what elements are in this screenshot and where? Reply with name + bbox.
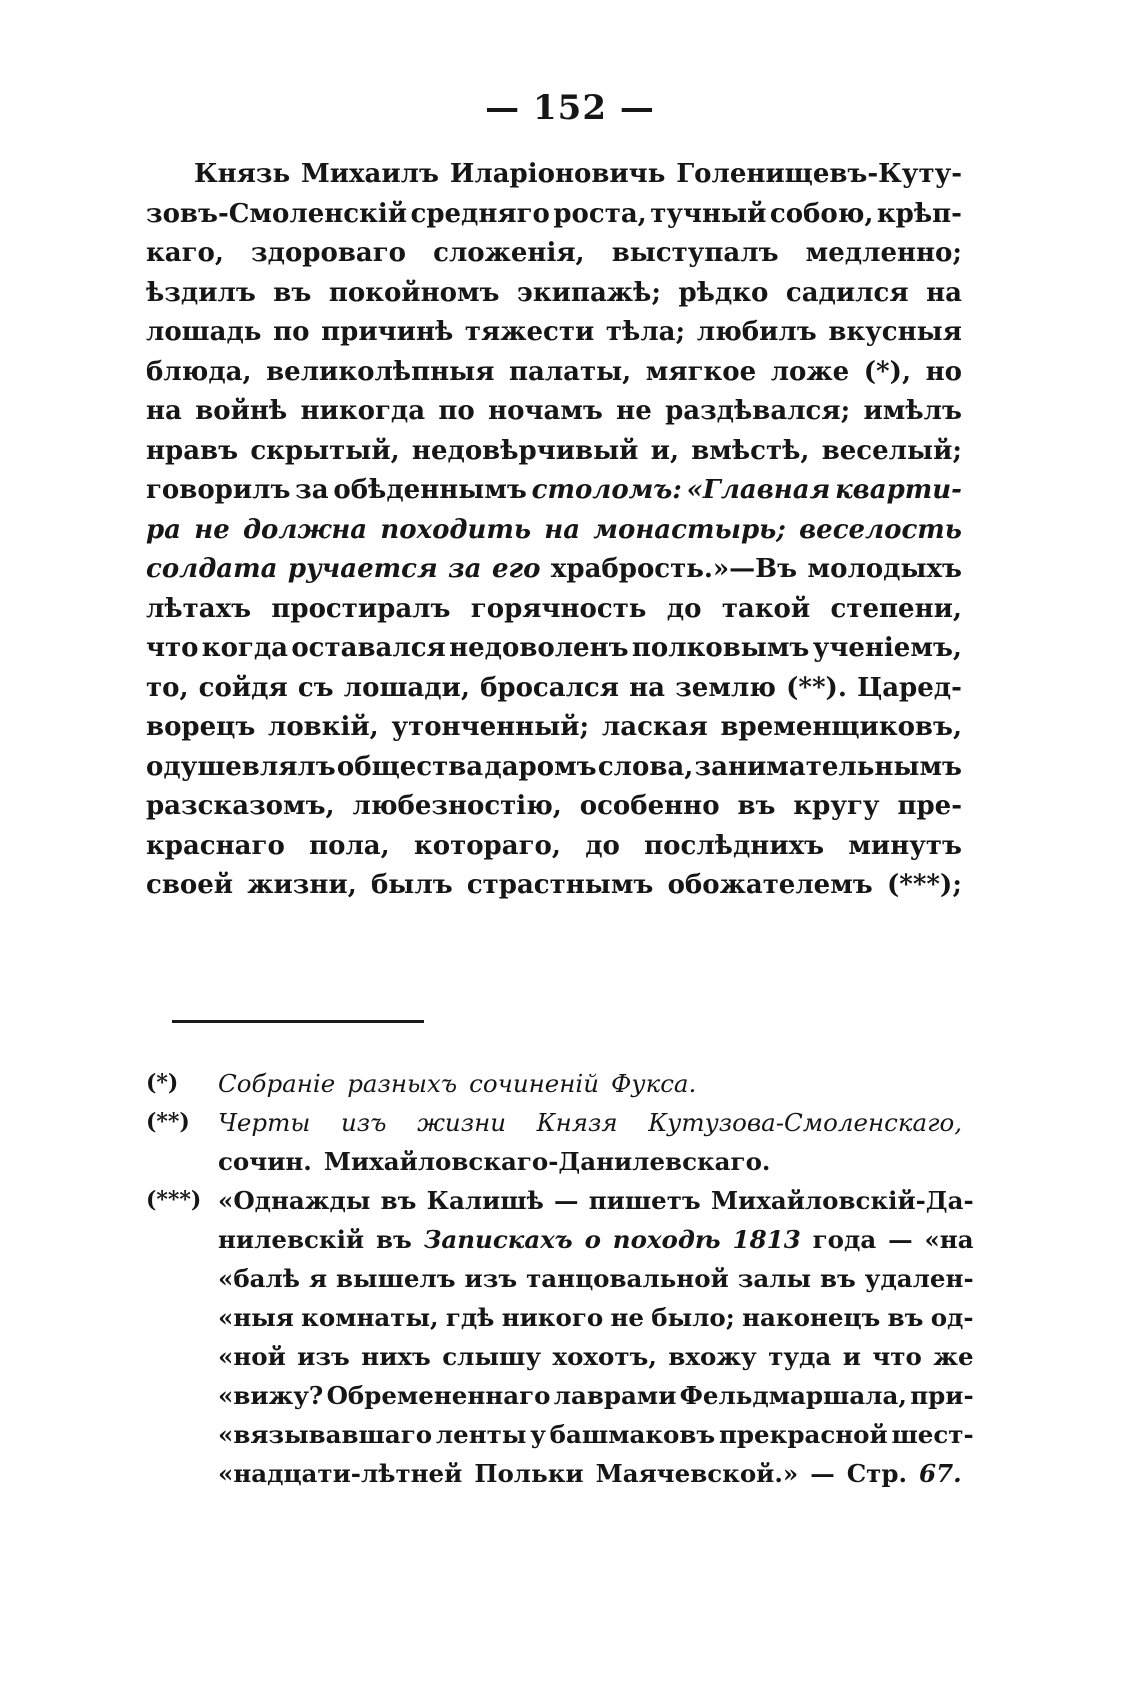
word: утонченный; [391, 712, 590, 742]
word: средняго [410, 198, 550, 229]
word: 67. [919, 1459, 962, 1488]
word: войнѣ [195, 396, 288, 426]
word: молодыхъ [807, 554, 962, 584]
word: полковымъ [631, 633, 810, 663]
word: любилъ [696, 317, 817, 347]
word: по [273, 317, 310, 347]
word: «Однажды [218, 1186, 371, 1215]
word: медленно; [805, 238, 962, 268]
word: не [194, 514, 230, 545]
word: вхожу [668, 1342, 757, 1371]
word: о [584, 1225, 601, 1254]
word: рѣдко [678, 277, 769, 308]
word: было; [651, 1303, 735, 1332]
word: храбрость.»—Въ [550, 554, 798, 584]
word: веселый; [821, 435, 962, 466]
word: никогда [300, 396, 426, 426]
word: особенно [579, 791, 720, 821]
word: жизни [417, 1108, 506, 1137]
word: великолѣпныя [266, 356, 495, 387]
word: лаврами [553, 1381, 677, 1410]
footnote-line [218, 1337, 974, 1376]
footnote-line [218, 1454, 974, 1493]
word: пола, [309, 830, 390, 861]
text-line [146, 550, 962, 590]
word: на [629, 672, 666, 703]
text-line [146, 392, 962, 432]
text-line [146, 669, 962, 709]
word: «на [924, 1225, 974, 1254]
word: сочин. [218, 1147, 312, 1176]
word: общества [336, 751, 484, 782]
word: краснаго [146, 830, 285, 861]
footnote-line [218, 1415, 974, 1454]
footnotes [146, 1064, 974, 1493]
word: солдата [146, 554, 278, 584]
word: должна [242, 514, 368, 545]
word: и [842, 1342, 861, 1371]
word: ручается [287, 554, 438, 584]
word: я [308, 1264, 328, 1293]
word: изъ [297, 1342, 350, 1371]
word: нилевскій [218, 1225, 365, 1254]
word: (**). [786, 672, 847, 703]
word: садился [785, 277, 909, 308]
word: такой [721, 593, 811, 624]
word: вышелъ [336, 1264, 456, 1293]
word: не [616, 396, 652, 426]
word: страстнымъ [466, 870, 654, 900]
word: года [812, 1225, 877, 1254]
footnote-mark: (***) [146, 1187, 202, 1213]
page-number: — 152 — [485, 88, 655, 128]
word: Маячевской.» [595, 1459, 799, 1488]
word: танцовальной [526, 1264, 729, 1293]
word: лошадь [146, 317, 262, 347]
word: на [146, 396, 182, 426]
word: «балѣ [218, 1264, 301, 1293]
word: Иларіоновичь [449, 159, 666, 189]
word: Царед- [857, 672, 962, 703]
word: (***); [886, 870, 962, 900]
word: «Главная [686, 475, 831, 505]
word: никого [501, 1303, 604, 1332]
text-line [146, 866, 962, 906]
word: говорилъ [146, 475, 291, 505]
word: въ [375, 1225, 412, 1254]
word: изъ [340, 1108, 387, 1137]
word: сложенія, [433, 238, 585, 268]
text-line [146, 471, 962, 511]
word: пре- [897, 791, 962, 821]
word: ленты [435, 1420, 527, 1449]
word: у [530, 1420, 546, 1449]
word: выступалъ [611, 238, 779, 268]
text-line [146, 274, 962, 314]
word: каго, [146, 238, 224, 268]
word: «вязывавшаго [218, 1420, 433, 1449]
word: на [544, 514, 581, 545]
word: нихъ [361, 1342, 431, 1371]
word: роста, [553, 198, 647, 229]
text-line [146, 313, 962, 353]
word: Черты [218, 1108, 311, 1137]
word: даромъ [484, 751, 597, 782]
word: монастырь; [593, 514, 786, 545]
word: Собраніе [218, 1069, 336, 1098]
word: палаты, [508, 356, 632, 387]
word: оставался [291, 633, 446, 663]
word: вмѣстѣ, [691, 435, 810, 466]
text-line [146, 155, 962, 195]
word: зовъ-Смоленскій [146, 198, 408, 229]
text-line [146, 629, 962, 669]
footnote-1 [146, 1064, 962, 1103]
text-line [146, 353, 962, 393]
word: «ной [218, 1342, 286, 1371]
word: изъ [464, 1264, 518, 1293]
word: горячность [470, 593, 647, 624]
word: гдѣ [445, 1303, 495, 1332]
word: одушевлялъ [146, 751, 336, 782]
word: мягкое [645, 356, 757, 387]
word: походить [380, 514, 532, 545]
word: ра [146, 514, 182, 545]
word: же [933, 1342, 974, 1371]
word: «ныя [218, 1303, 294, 1332]
word: но [925, 356, 962, 387]
footnote-line [218, 1103, 962, 1142]
word: нравъ [146, 435, 239, 466]
word: и, [650, 435, 679, 466]
text-line [146, 590, 962, 630]
word: крѣп- [876, 198, 962, 229]
word: ложе [770, 356, 850, 387]
word: скрытый, [250, 435, 400, 466]
word: пишетъ [588, 1186, 701, 1215]
word: Михайловскаго-Данилевскаго. [323, 1147, 771, 1176]
word: причинѣ [321, 317, 454, 347]
word: Михаилъ [300, 159, 439, 189]
word: котораго, [413, 830, 561, 861]
word: собою, [769, 198, 874, 229]
text-line [146, 748, 962, 788]
word: тучный [650, 198, 767, 229]
word: Князя [536, 1108, 618, 1137]
text-line [146, 195, 962, 235]
word: Князь [194, 159, 291, 189]
word: когда [201, 633, 289, 663]
word: здороваго [251, 238, 407, 268]
word: покойномъ [328, 277, 500, 308]
word: вкусныя [828, 317, 962, 347]
word: степени, [830, 593, 962, 624]
word: до [585, 830, 620, 861]
word: своей [146, 870, 234, 900]
footnote-line [218, 1142, 962, 1181]
footnote-line [218, 1298, 974, 1337]
word: хохотъ, [552, 1342, 657, 1371]
word: од- [930, 1303, 974, 1332]
word: тяжести [464, 317, 595, 347]
word: послѣднихъ [644, 830, 825, 861]
word: въ [380, 1186, 417, 1215]
word: имѣлъ [863, 396, 962, 426]
word: веселость [799, 514, 962, 545]
word: минутъ [848, 830, 962, 861]
text-line [146, 432, 962, 472]
word: землю [675, 672, 776, 703]
word: Калишѣ [426, 1186, 544, 1215]
word: по [438, 396, 475, 426]
word: то, [146, 672, 189, 703]
word: при- [910, 1381, 974, 1410]
word: ночамъ [488, 396, 603, 426]
footnote-line [218, 1259, 974, 1298]
word: сочиненій [469, 1069, 600, 1098]
word: разсказомъ, [146, 791, 335, 821]
word: башмаковъ [549, 1420, 716, 1449]
word: (*), [863, 356, 912, 387]
word: Голенищевъ-Куту- [676, 159, 962, 189]
footnote-line [218, 1220, 974, 1259]
word: кругу [793, 791, 880, 821]
word: залы [737, 1264, 812, 1293]
word: комнаты, [301, 1303, 439, 1332]
word: Фукса. [611, 1069, 697, 1098]
word: жизни, [247, 870, 357, 900]
word: временщиковъ, [720, 712, 962, 742]
word: раздѣвался; [665, 396, 851, 426]
word: — [888, 1225, 913, 1254]
word: Кутузова-Смоленскаго, [648, 1108, 962, 1137]
footnote-line [218, 1376, 974, 1415]
word: лаская [601, 712, 708, 742]
word: — [554, 1186, 579, 1215]
word: сойдя [198, 672, 288, 703]
footnote-separator [172, 1020, 424, 1023]
word: съ [297, 672, 334, 703]
word: до [666, 593, 702, 624]
footnote-mark: (*) [146, 1070, 179, 1096]
word: за [448, 554, 482, 584]
word: Фельдмаршала, [679, 1381, 907, 1410]
text-line [146, 787, 962, 827]
word: лошади, [343, 672, 470, 703]
word: обожателемъ [667, 870, 873, 900]
text-line [146, 827, 962, 867]
word: бросался [480, 672, 619, 703]
text-line [146, 234, 962, 274]
main-text [146, 155, 962, 906]
word: прекрасной [718, 1420, 888, 1449]
word: столомъ: [531, 475, 682, 505]
word: разныхъ [347, 1069, 458, 1098]
word: 1813 [732, 1225, 801, 1254]
word: экипажѣ; [517, 277, 661, 308]
word: любезностію, [352, 791, 562, 821]
word: наконецъ [742, 1303, 881, 1332]
text-line [146, 511, 962, 551]
word: въ [273, 277, 312, 308]
word: Стр. [846, 1459, 908, 1488]
word: Обремененнаго [326, 1381, 551, 1410]
word: ловкій, [268, 712, 379, 742]
word: удален- [864, 1264, 974, 1293]
word: походѣ [612, 1225, 721, 1254]
word: недоволенъ [449, 633, 629, 663]
word: — [810, 1459, 835, 1488]
word: былъ [370, 870, 453, 900]
footnote-3 [146, 1181, 974, 1493]
word: что [872, 1342, 922, 1371]
word: въ [887, 1303, 924, 1332]
word: въ [737, 791, 776, 821]
word: ѣздилъ [146, 277, 256, 308]
word: блюда, [146, 356, 252, 387]
footnote-mark: (**) [146, 1109, 190, 1135]
word: за [295, 475, 329, 505]
word: занимательнымъ [694, 751, 962, 782]
footnote-line [218, 1064, 962, 1103]
word: туда [768, 1342, 832, 1371]
word: простиралъ [271, 593, 451, 624]
word: недовѣрчивый [411, 435, 639, 466]
word: слышу [442, 1342, 542, 1371]
word: ученіемъ, [812, 633, 962, 663]
word: Запискахъ [423, 1225, 573, 1254]
footnote-2 [146, 1103, 962, 1181]
footnote-line [218, 1181, 974, 1220]
word: лѣтахъ [146, 593, 252, 624]
word: не [610, 1303, 644, 1332]
word: обѣденнымъ [333, 475, 527, 505]
word: Польки [474, 1459, 584, 1488]
word: кварти- [835, 475, 962, 505]
word: Михайловскій-Да- [710, 1186, 974, 1215]
text-line [146, 708, 962, 748]
word: въ [820, 1264, 856, 1293]
word: слова, [597, 751, 694, 782]
word: «надцати-лѣтней [218, 1459, 463, 1488]
word: что [146, 633, 199, 663]
word: тѣла; [605, 317, 686, 347]
word: его [491, 554, 541, 584]
word: шест- [891, 1420, 974, 1449]
word: ворецъ [146, 712, 256, 742]
word: «вижу? [218, 1381, 324, 1410]
word: на [926, 277, 962, 308]
